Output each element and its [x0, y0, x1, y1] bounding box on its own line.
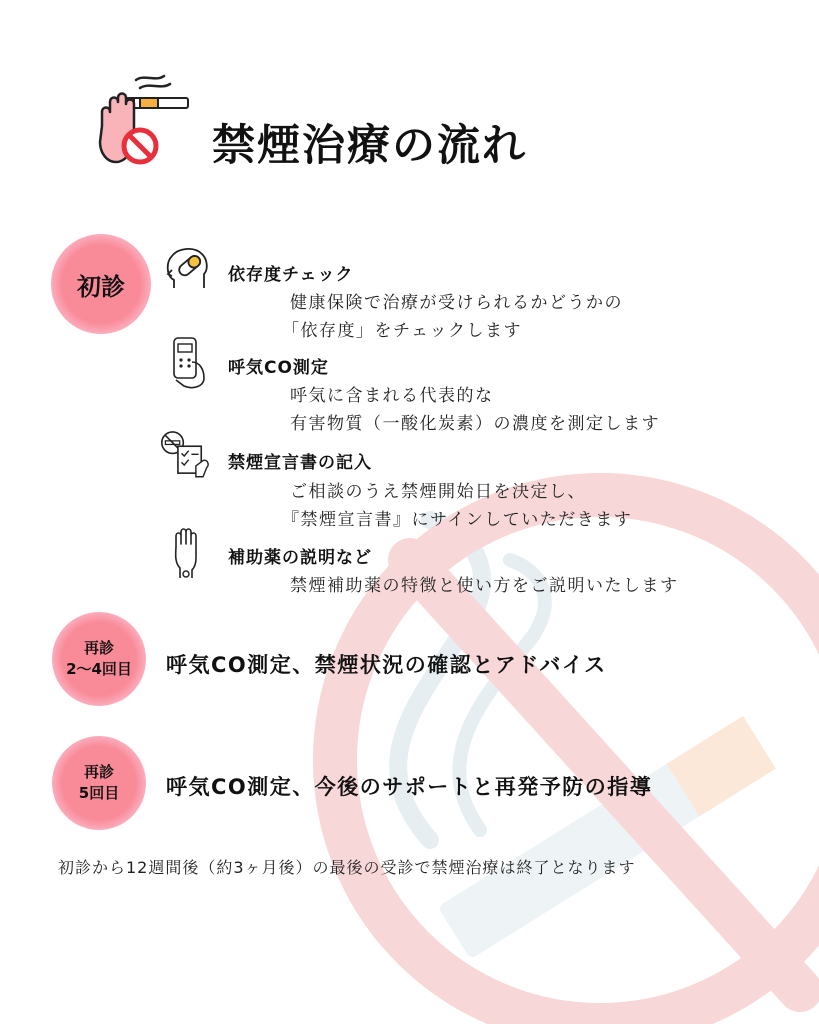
item-title-pledge: 禁煙宣言書の記入	[228, 453, 372, 473]
brain-pill-icon	[164, 244, 216, 298]
footer-note: 初診から12週間後（約3ヶ月後）の最後の受診で禁煙治療は終了となります	[58, 858, 636, 877]
item-desc-line: ご相談のうえ禁煙開始日を決定し、	[290, 482, 586, 502]
revisit-badge	[52, 736, 146, 830]
hand-patch-icon	[166, 528, 218, 582]
hand-stop-cigarette-icon	[94, 72, 194, 172]
item-title-medication: 補助薬の説明など	[228, 548, 372, 568]
item-desc-line: 禁煙補助薬の特徴と使い方をご説明いたします	[290, 576, 679, 596]
item-desc-line: 『禁煙宣言書』にサインしていただきます	[282, 510, 633, 530]
page-title: 禁煙治療の流れ	[212, 121, 527, 171]
revisit-badge-count: 5回目	[78, 784, 120, 802]
item-desc-line: 有害物質（一酸化炭素）の濃度を測定します	[290, 414, 660, 434]
item-title-co-measurement: 呼気CO測定	[228, 358, 329, 378]
revisit-badge	[52, 612, 146, 706]
item-desc-line: 健康保険で治療が受けられるかどうかの	[290, 293, 623, 313]
item-desc-line: 呼気に含まれる代表的な	[290, 386, 494, 406]
revisit-badge-label: 再診	[83, 639, 114, 657]
revisit-description: 呼気CO測定、今後のサポートと再発予防の指導	[166, 775, 653, 799]
revisit-description: 呼気CO測定、禁煙状況の確認とアドバイス	[166, 653, 607, 677]
revisit-badge-label: 再診	[83, 763, 114, 781]
pledge-document-icon	[160, 430, 212, 484]
first-visit-badge-label: 初診	[77, 272, 125, 301]
co-meter-icon	[164, 336, 216, 390]
item-title-dependency-check: 依存度チェック	[228, 265, 354, 285]
item-desc-line: 「依存度」をチェックします	[282, 321, 522, 341]
first-visit-badge	[51, 234, 151, 334]
revisit-badge-count: 2～4回目	[66, 660, 132, 678]
